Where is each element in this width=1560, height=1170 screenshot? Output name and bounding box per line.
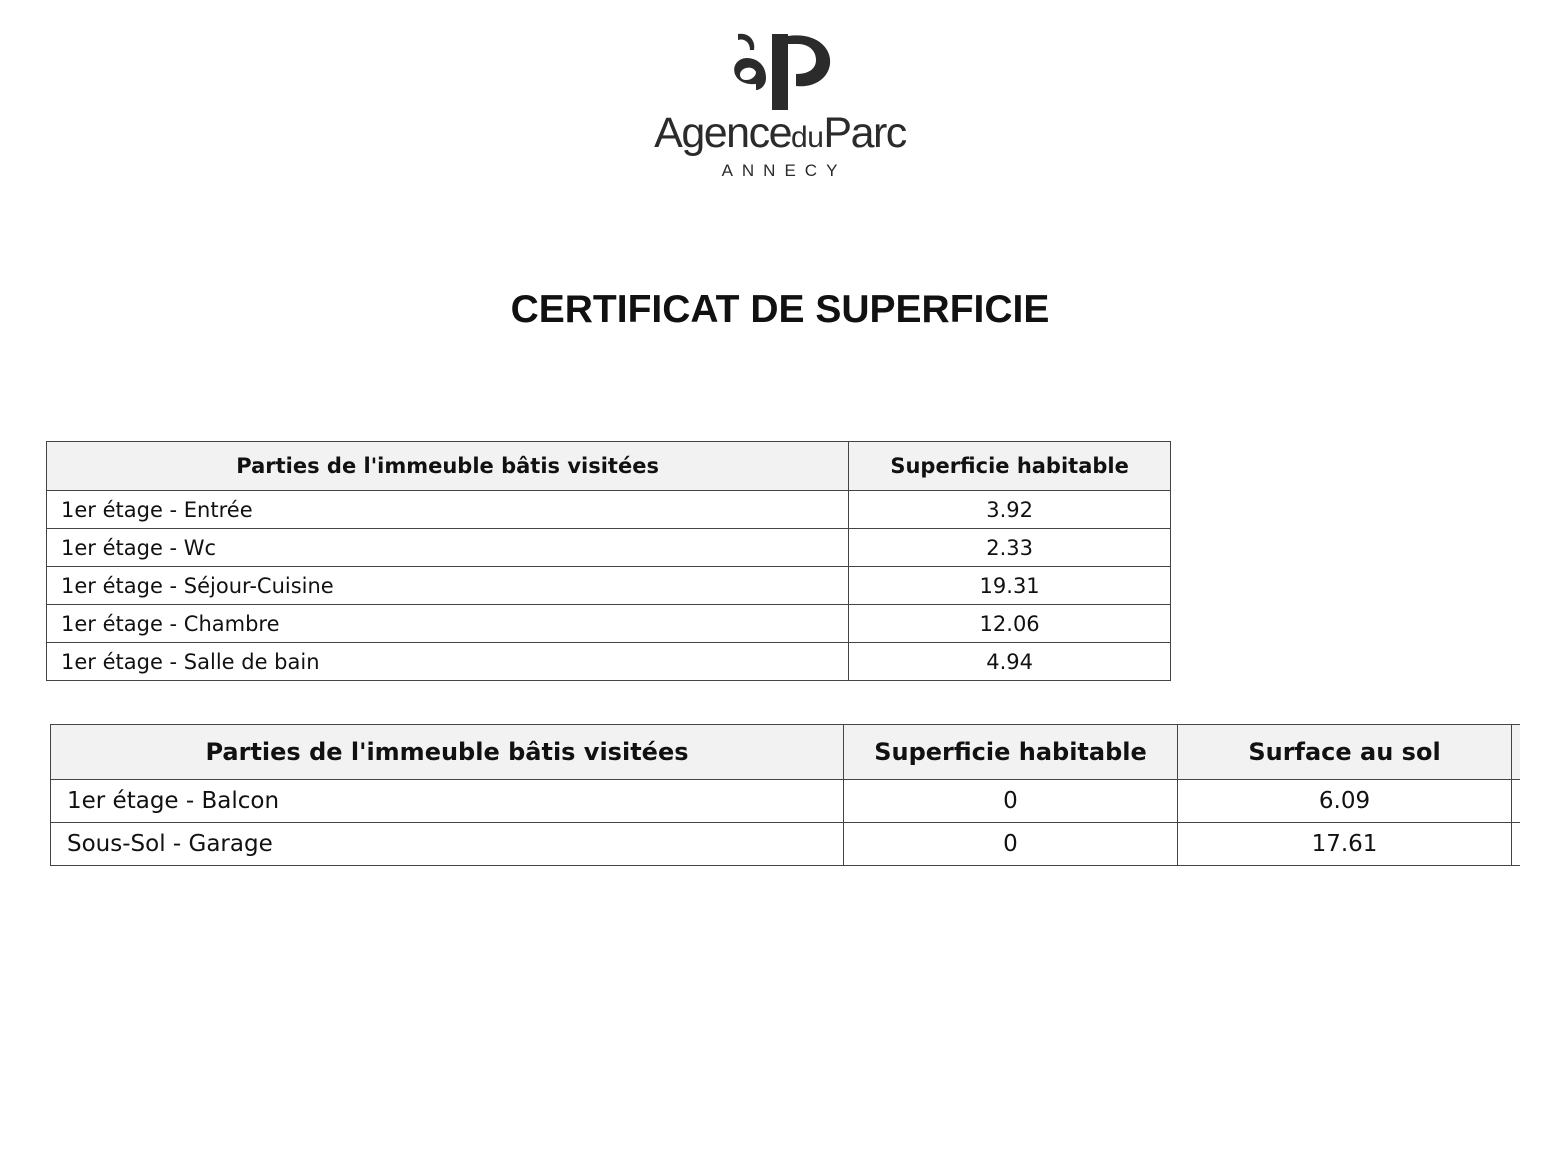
logo-city: ANNECY (721, 161, 847, 180)
header-parts: Parties de l'immeuble bâtis visitées (51, 725, 844, 780)
header-floor-surface: Surface au sol (1178, 725, 1512, 780)
agency-logo (610, 28, 950, 188)
logo-name-part3: Parc (823, 109, 906, 157)
table-header-row (51, 725, 1521, 780)
table-row (47, 529, 1171, 567)
table-row (51, 780, 1521, 823)
table-row (47, 567, 1171, 605)
row-habitable: 3.92 (849, 491, 1171, 529)
table-row (51, 823, 1521, 866)
row-part: 1er étage - Séjour-Cuisine (47, 567, 849, 605)
logo-name-part1: Agence (654, 109, 792, 157)
row-habitable: 0 (844, 823, 1178, 866)
ap-monogram-icon (610, 28, 950, 118)
row-part: 1er étage - Balcon (51, 780, 844, 823)
header-habitable: Superficie habitable (849, 442, 1171, 491)
table-row (47, 643, 1171, 681)
row-part: Sous-Sol - Garage (51, 823, 844, 866)
document-title: CERTIFICAT DE SUPERFICIE (510, 288, 1050, 331)
header-truncated-column (1512, 725, 1521, 780)
table-row (47, 491, 1171, 529)
floor-surface-table (50, 724, 1520, 866)
row-habitable: 19.31 (849, 567, 1171, 605)
row-part: 1er étage - Salle de bain (47, 643, 849, 681)
row-floor-surface: 17.61 (1178, 823, 1512, 866)
row-part: 1er étage - Entrée (47, 491, 849, 529)
header-habitable: Superficie habitable (844, 725, 1178, 780)
row-habitable: 12.06 (849, 605, 1171, 643)
logo-name-part2: du (791, 121, 824, 154)
row-part: 1er étage - Chambre (47, 605, 849, 643)
row-habitable: 2.33 (849, 529, 1171, 567)
logo-wordmark (610, 108, 950, 163)
table-header-row (47, 442, 1171, 491)
header-parts: Parties de l'immeuble bâtis visitées (47, 442, 849, 491)
table-row (47, 605, 1171, 643)
row-floor-surface: 6.09 (1178, 780, 1512, 823)
habitable-surface-table (46, 441, 1171, 681)
row-truncated-cell (1512, 780, 1521, 823)
row-habitable: 0 (844, 780, 1178, 823)
row-habitable: 4.94 (849, 643, 1171, 681)
row-part: 1er étage - Wc (47, 529, 849, 567)
row-truncated-cell (1512, 823, 1521, 866)
